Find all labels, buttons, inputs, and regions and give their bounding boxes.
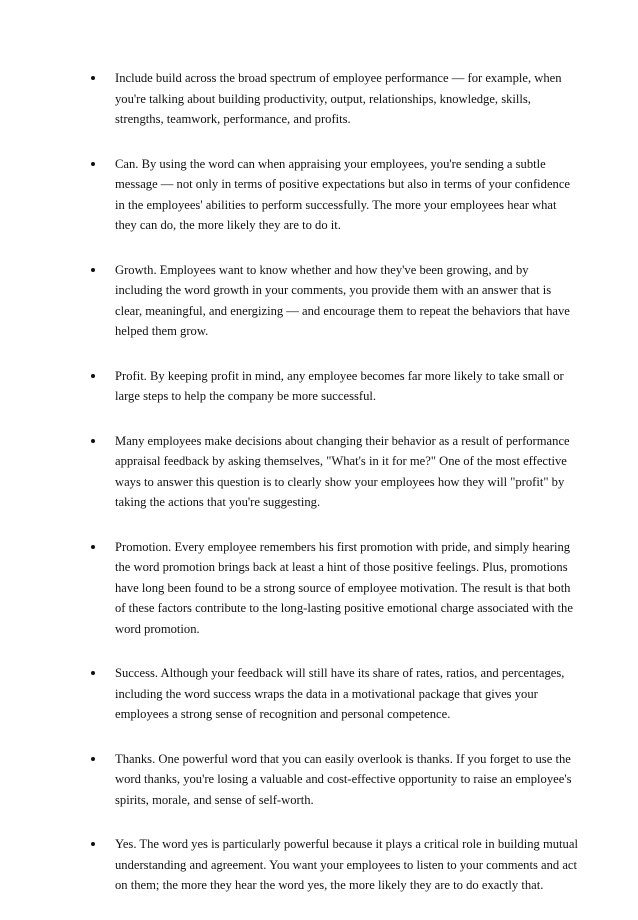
list-item xyxy=(88,68,578,130)
list-item-text: Yes. The word yes is particularly powerful because it plays a critical role in building mutual understanding and agreement. You want your employees to listen to your comments and act on them; the more they hear the word yes, the more likely they are to do exactly that. xyxy=(115,837,578,892)
list-item xyxy=(88,537,578,640)
bullet-icon xyxy=(91,374,95,378)
list-item-text: Promotion. Every employee remembers his first promotion with pride, and simply hearing the word promotion brings back at least a hint of those positive feelings. Plus, promotions have long been found to be a strong source of employee motivation. The result is that both of these factors contribute to the long-lasting positive emotional charge associated with the word promotion. xyxy=(115,539,573,636)
list-item-text: Many employees make decisions about changing their behavior as a result of performance appraisal feedback by asking themselves, "What's in it for me?" One of the most effective ways to answer this question is to clearly show your employees how they will "profit" by taking the actions that you're suggesting. xyxy=(115,433,570,509)
list-item xyxy=(88,154,578,236)
list-item xyxy=(88,834,578,896)
list-item xyxy=(88,749,578,811)
list-item xyxy=(88,663,578,725)
bullet-icon xyxy=(91,268,95,272)
list-item-text: Success. Although your feedback will still have its share of rates, ratios, and percentages, including the word success wraps the data in a motivational package that gives your employees a strong sense of recognition and personal competence. xyxy=(115,666,565,721)
list-item xyxy=(88,431,578,513)
bullet-icon xyxy=(91,76,95,80)
list-item-text: Thanks. One powerful word that you can easily overlook is thanks. If you forget to use the word thanks, you're losing a valuable and cost-effective opportunity to raise an employee's spirits, morale, and sense of self-worth. xyxy=(115,751,572,807)
list-item xyxy=(88,366,578,407)
bullet-icon xyxy=(91,671,95,675)
bullet-list xyxy=(88,68,578,920)
bullet-icon xyxy=(91,842,95,846)
bullet-icon xyxy=(91,757,95,761)
list-item xyxy=(88,260,578,342)
bullet-icon xyxy=(91,439,95,443)
list-item-text: Include build across the broad spectrum of employee performance — for example, when you're talking about building productivity, output, relationships, knowledge, skills, strengths, teamwork, performance, and profits. xyxy=(115,71,562,126)
list-item-text: Growth. Employees want to know whether and how they've been growing, and by including the word growth in your comments, you provide them with an answer that is clear, meaningful, and energizing — and encourage them to repeat the behaviors that have helped them grow. xyxy=(115,262,570,338)
list-item-text: Can. By using the word can when appraising your employees, you're sending a subtle message — not only in terms of positive expectations but also in terms of your confidence in the employees' abilities to perform successfully. The more your employees hear what they can do, the more likely they are to do it. xyxy=(115,156,571,232)
bullet-icon xyxy=(91,162,95,166)
list-item-text: Profit. By keeping profit in mind, any employee becomes far more likely to take small or large steps to help the company be more successful. xyxy=(115,368,564,403)
bullet-icon xyxy=(91,545,95,549)
